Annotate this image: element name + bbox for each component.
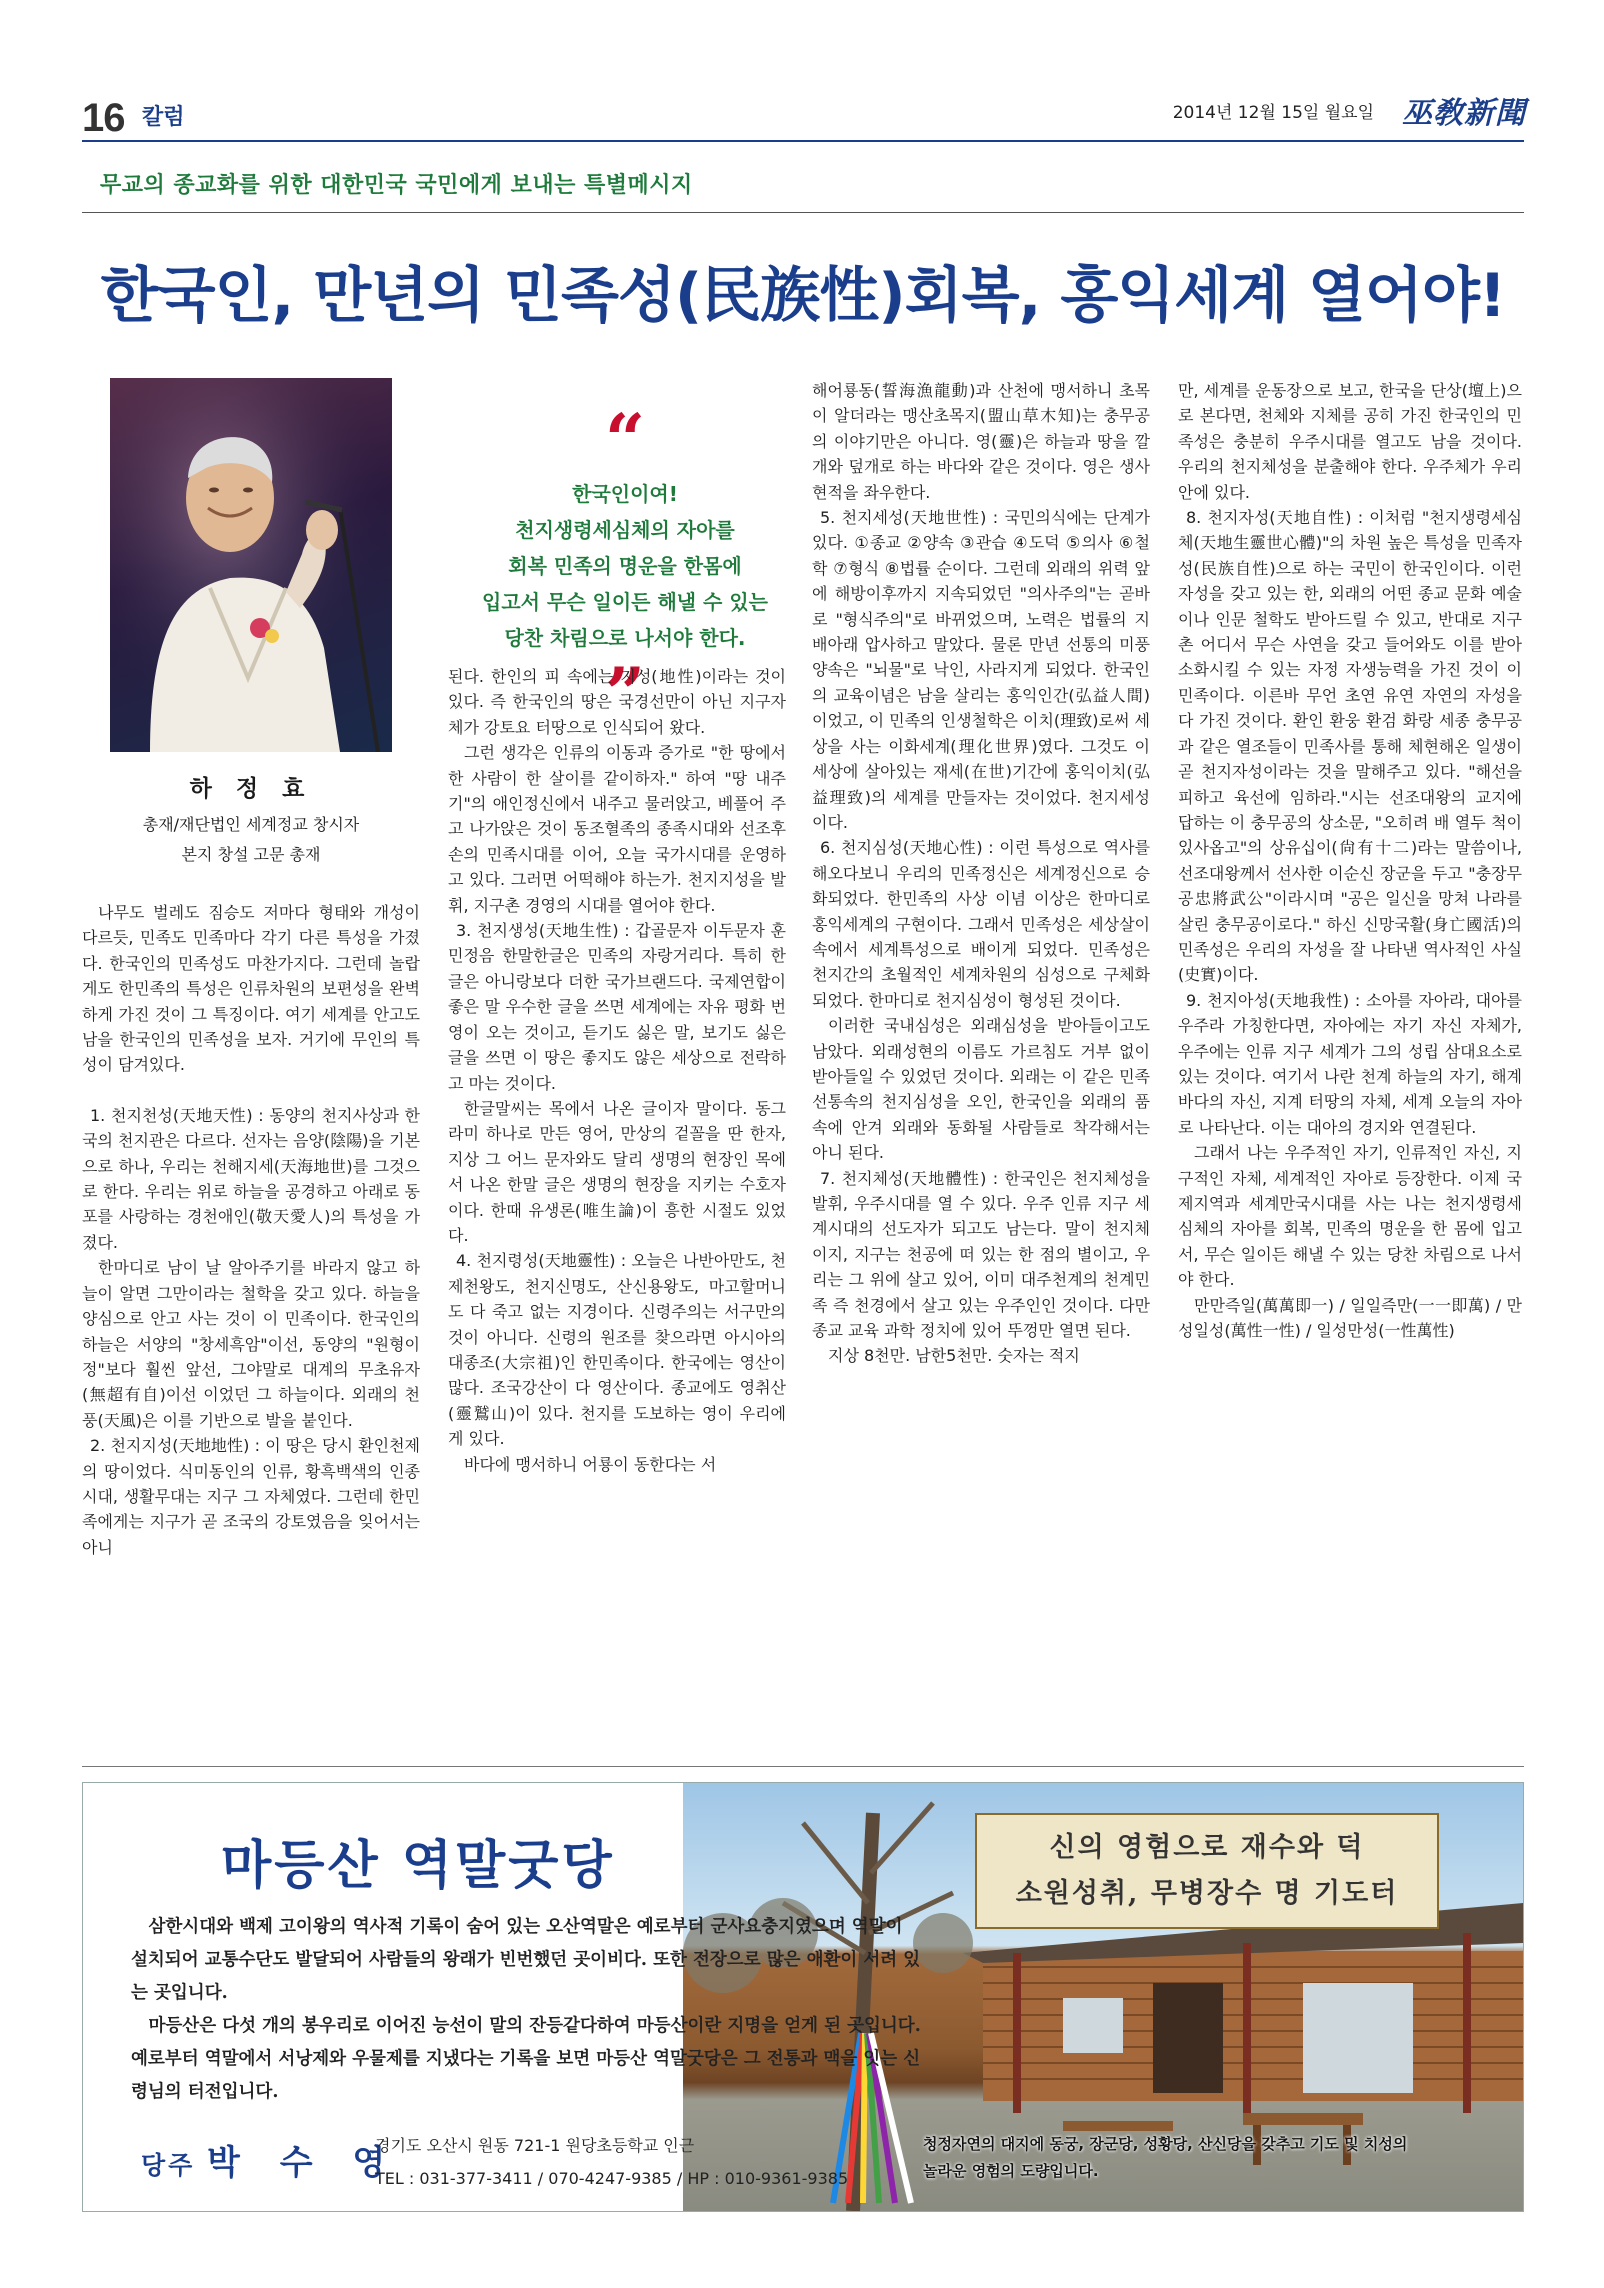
- pull-quote-line: 한국인이여!: [572, 482, 678, 506]
- ad-title: 마등산 역말굿당: [221, 1835, 615, 1896]
- paragraph: 8. 천지자성(天地自性) : 이처럼 "천지생령세심체(天地生靈世心體)"의 차원 높은 특성을 민족자성(民族自性)으로 하는 국민이 한국인이다. 이런 자성을 갖고 있는 한, 외래의 어떤 종교 문화 예술이나 인문 철학도 받아드릴 수 있고, 반대로 지구촌 어디서 무슨 사연을 갖고 들어와도 이를 받아 소화시킬 수 있는 자정 자생능력을 가진 것이 이 민족이다. 이른바 무언 초연 유연 자연의 자성을 다 가진 것이다. 환인 환웅 환검 화랑 세종 충무공과 같은 열조들이 민족사를 통해 체현해온 일생이 곧 천지자성이라는 것을 말해주고 있다. "해선을 피하고 육선에 임하라."시는 선조대왕의 교지에 답하는 이 충무공의 상소문, "오히려 배 열두 척이 있사옵고"의 상유십이(尙有十二)라는 말씀이나, 선조대왕께서 선사한 이순신 장군을 두고 "충장무공忠將武公"이라시며 "공은 일신을 망쳐 나라를 살린 충무공이로다." 하신 신망국활(身亡國活)의 민족성은 우리의 자성을 잘 나타낸 역사적인 사실(史實)이다.: [1178, 508, 1522, 985]
- author-role: [100, 810, 402, 870]
- article-column-1: [82, 900, 420, 1560]
- ad-owner: [141, 2135, 399, 2184]
- article-subtitle: 무교의 종교화를 위한 대한민국 국민에게 보내는 특별메시지: [100, 173, 693, 198]
- article-headline: 한국인, 만년의 민족성(民族性)회복, 홍익세계 열어야!: [100, 261, 1506, 331]
- ad-owner-label: 당주: [141, 2151, 196, 2180]
- author-name: 하 정 효: [189, 776, 313, 802]
- ad-address: 경기도 오산시 원동 721-1 원당초등학교 인근: [375, 2136, 695, 2155]
- ad-slogan-box: [975, 1813, 1439, 1929]
- masthead-logo: 巫敎新聞: [1402, 96, 1526, 131]
- author-role-line: 총재/재단법인 세계정교 창시자: [142, 815, 360, 834]
- paragraph: 만만즉일(萬萬即一) / 일일즉만(一一即萬) / 만성일성(萬性一性) / 일성만성(一性萬性): [1178, 1295, 1522, 1341]
- section-label: 칼럼: [142, 105, 185, 130]
- author-photo-illustration: [110, 378, 392, 752]
- pull-quote-line: 천지생령세심체의 자아를: [515, 518, 735, 542]
- ad-slogan-line: 신의 영험으로 재수와 덕: [1049, 1832, 1365, 1863]
- paragraph: 7. 천지체성(天地體性) : 한국인은 천지체성을 발휘, 우주시대를 열 수 있다. 우주 인류 지구 세계시대의 선도자가 되고도 남는다. 말이 천지체이지, 지구는 천공에 떠 있는 한 점의 별이고, 우리는 그 위에 살고 있어, 이미 대주천계의 천계민족 즉 천경에서 살고 있는 우주인인 것이다. 다만 종교 교육 과학 정치에 있어 뚜껑만 열면 된다.: [812, 1168, 1150, 1341]
- paragraph: 그래서 나는 우주적인 자기, 인류적인 자신, 지구적인 자체, 세계적인 자아로 등장한다. 이제 국제지역과 세계만국시대를 사는 나는 천지생령세심체의 자아를 회복, 민족의 명운을 한 몸에 입고서, 무슨 일이든 해낼 수 있는 당찬 차림으로 나서야 한다.: [1178, 1143, 1522, 1290]
- ad-photo-caption-line: 놀라운 영험의 도량입니다.: [923, 2162, 1099, 2180]
- open-quote-mark: “: [604, 398, 646, 481]
- paragraph: 한글말씨는 목에서 나온 글이자 말이다. 동그라미 하나로 만든 영어, 만상의 겉꼴을 딴 한자, 지상 그 어느 문자와도 달리 생명의 현장인 목에서 나온 한말 글은 생명의 현장을 지키는 수호자이다. 한때 유생론(唯生論)이 흥한 시절도 있었다.: [448, 1098, 786, 1245]
- author-photo: [110, 378, 392, 752]
- ad-photo-caption-line: 청정자연의 대지에 동궁, 장군당, 성황당, 산신당을 갖추고 기도 및 치성의: [923, 2135, 1408, 2153]
- ad-body-text: [131, 1911, 921, 2109]
- subtitle-rule: [82, 212, 1524, 213]
- pull-quote-text: [440, 476, 810, 656]
- paragraph: 1. 천지천성(天地天性) : 동양의 천지사상과 한국의 천지관은 다르다. 선자는 음양(陰陽)을 기본으로 하나, 우리는 천해지세(天海地世)를 그것으로 한다. 우리는 위로 하늘을 공경하고 아래로 동포를 사랑하는 경천애인(敬天愛人)의 특성을 가졌다.: [82, 1105, 420, 1252]
- paragraph: 이러한 국내심성은 외래심성을 받아들이고도 남았다. 외래성현의 이름도 가르침도 거부 없이 받아들일 수 있었던 것이다. 외래는 이 같은 민족선통속의 천지심성을 오인, 한국인을 외래의 품속에 안겨 외래와 동화될 사람들로 착각해서는 아니 된다.: [812, 1016, 1150, 1163]
- ad-slogan-line: 소원성취, 무병장수 명 기도터: [1015, 1878, 1399, 1909]
- close-quote-mark: ”: [604, 652, 646, 735]
- paragraph-spacer: [82, 1078, 420, 1103]
- advertisement: [82, 1782, 1524, 2212]
- paragraph: 9. 천지아성(天地我性) : 소아를 자아라, 대아를 우주라 가칭한다면, 자아에는 자기 자신 자체가, 우주에는 인류 지구 세계가 그의 성립 삼대요소로 있는 것이다. 여기서 나란 천계 하늘의 자기, 해계 바다의 자신, 지계 터땅의 자체, 세계 오늘의 자아로 나타난다. 이는 대아의 경지와 연결된다.: [1178, 990, 1522, 1137]
- paragraph: 5. 천지세성(天地世性) : 국민의식에는 단계가 있다. ①종교 ②양속 ③관습 ④도덕 ⑤의사 ⑥철학 ⑦형식 ⑧법률 순이다. 그런데 외래의 위력 앞에 해방이후까지 지속되었던 "의사주의"는 곧바로 "형식주의"로 바뀌었으며, 노력은 법률의 지배아래 압사하고 말았다. 물론 만년 선통의 미풍양속은 "뇌물"로 낙인, 사라지게 되었다. 한국인의 교육이념은 남을 살리는 홍익인간(弘益人間)이었고, 이 민족의 인생철학은 이치(理致)로써 세상을 사는 이화세계(理化世界)였다. 그것도 이 세상에 살아있는 재세(在世)기간에 홍익이치(弘益理致)의 세계를 만들자는 것이었다. 천지세성이다.: [812, 508, 1150, 832]
- paragraph: 그런 생각은 인류의 이동과 증가로 "한 땅에서 한 사람이 한 살이를 같이하자." 하여 "땅 내주기"의 애인정신에서 내주고 물러앉고, 베풀어 주고 나가앉은 것이 동조혈족의 종족시대와 선조후손의 민족시대를 이어, 오늘 국가시대를 운영하고 있다. 그러면 어떡해야 하는가. 천지지성을 발휘, 지구촌 경영의 시대를 열어야 한다.: [448, 743, 786, 915]
- issue-date: 2014년 12월 15일 월요일: [1172, 103, 1374, 123]
- paragraph: 된다. 한인의 피 속에는 지성(地性)이라는 것이 있다. 즉 한국인의 땅은 국경선만이 아닌 지구자체가 강토요 터땅으로 인식되어 왔다.: [448, 667, 786, 737]
- paragraph: 3. 천지생성(天地生性) : 갑골문자 이두문자 훈민정음 한말한글은 민족의 자랑거리다. 특히 한글은 아니랑보다 더한 국가브랜드다. 국제연합이 좋은 말 우수한 글을 쓰면 세계에는 자유 평화 번영이 오는 것이고, 듣기도 싫은 말, 보기도 싫은 글을 쓰면 이 땅은 좋지도 않은 세상으로 전락하고 마는 것이다.: [448, 921, 786, 1093]
- article-column-3: [812, 378, 1150, 1369]
- paragraph: 한마디로 남이 날 알아주기를 바라지 않고 하늘이 알면 그만이라는 철학을 갖고 있다. 하늘을 양심으로 안고 사는 것이 이 민족이다. 한국인의 하늘은 서양의 "창세흑암"이선, 동양의 "원형이정"보다 훨씬 앞선, 그야말로 대계의 무초유자(無超有自)이선 이었던 그 하늘이다. 외래의 천풍(天風)은 이를 기반으로 발을 붙인다.: [82, 1258, 420, 1430]
- ad-owner-name: 박 수 영: [207, 2143, 400, 2183]
- ad-phone: TEL : 031-377-3411 / 070-4247-9385 / HP : 010-9361-9385: [375, 2169, 849, 2188]
- author-role-line: 본지 창설 고문 총재: [181, 845, 321, 864]
- article-column-2: [448, 664, 786, 1477]
- article-column-4: [1178, 378, 1522, 1343]
- ad-separator-rule: [82, 1766, 1524, 1767]
- paragraph: 바다에 맹서하니 어룡이 동한다는 서: [464, 1454, 717, 1474]
- paragraph: 나무도 벌레도 짐승도 저마다 형태와 개성이 다르듯, 민족도 민족마다 각기 다른 특성을 가졌다. 한국인의 민족성도 마찬가지다. 그런데 놀랍게도 한민족의 특성은 인류차원의 보편성을 완벽하게 가진 것이 그 특징이다. 여기 세계를 안고도 남을 한국인의 민족성을 보자. 거기에 무인의 특성이 담겨있다.: [82, 903, 420, 1075]
- ad-contact: [375, 2129, 848, 2195]
- ad-photo-caption: [923, 2131, 1407, 2185]
- ad-paragraph: 삼한시대와 백제 고이왕의 역사적 기록이 숨어 있는 오산역말은 예로부터 군사요충지였으며 역말이 설치되어 교통수단도 발달되어 사람들의 왕래가 빈번했던 곳이비다. 또한 전장으로 많은 애환이 서려 있는 곳입니다.: [131, 1917, 921, 2003]
- paragraph: 2. 천지지성(天地地性) : 이 땅은 당시 환인천제의 땅이었다. 식미동인의 인류, 황흑백색의 인종시대, 생활무대는 지구 그 자체였다. 그런데 한민족에게는 지구가 곧 조국의 강토였음을 잊어서는 아니: [82, 1436, 420, 1557]
- page-number: 16: [82, 96, 125, 140]
- paragraph: 해어룡동(誓海漁龍動)과 산천에 맹서하니 초목이 알더라는 맹산초목지(盟山草木知)는 충무공의 이야기만은 아니다. 영(靈)은 하늘과 땅을 깔개와 덮개로 하는 바다와 같은 것이다. 영은 생사현적을 좌우한다.: [812, 381, 1150, 502]
- paragraph: 4. 천지령성(天地靈性) : 오늘은 나반아만도, 천제천왕도, 천지신명도, 산신용왕도, 마고할머니도 다 죽고 없는 지경이다. 신령주의는 서구만의 것이 아니다. 신령의 원조를 찾으라면 아시아의 대종조(大宗祖)인 한민족이다. 한국에는 영산이 많다. 조국강산이 다 영산이다. 종교에도 영취산(靈鷲山)이 있다. 천지를 도보하는 영이 우리에게 있다.: [448, 1251, 786, 1449]
- pull-quote-line: 당찬 차림으로 나서야 한다.: [504, 626, 746, 650]
- header-rule: [82, 140, 1524, 142]
- pull-quote-line: 회복 민족의 명운을 한몸에: [508, 554, 742, 578]
- ad-paragraph: 마등산은 다섯 개의 봉우리로 이어진 능선이 말의 잔등같다하여 마등산이란 지명을 얻게 된 곳입니다. 예로부터 역말에서 서낭제와 우물제를 지냈다는 기록을 보면 마등산 역말굿당은 그 전통과 맥을 잇는 신령님의 터전입니다.: [131, 2016, 921, 2102]
- paragraph: 지상 8천만. 남한5천만. 숫자는 적지: [828, 1346, 1080, 1366]
- paragraph: 6. 천지심성(天地心性) : 이런 특성으로 역사를 해오다보니 우리의 민족정신은 세계정신으로 승화되었다. 한민족의 사상 이념 이상은 한마디로 홍익세계의 구현이다. 그래서 민족성은 세상살이 속에서 세계특성으로 배이게 되었다. 민족성은 천지간의 초월적인 세계차원의 심성으로 구체화되었다. 한마디로 천지심성이 형성된 것이다.: [812, 838, 1150, 1010]
- pull-quote-line: 입고서 무슨 일이든 해낼 수 있는: [482, 590, 768, 614]
- paragraph: 만, 세계를 운동장으로 보고, 한국을 단상(壇上)으로 본다면, 천체와 지체를 공히 가진 한국인의 민족성은 충분히 우주시대를 열고도 남을 것이다. 우리의 천지체성을 분출해야 한다. 우주체가 우리 안에 있다.: [1178, 381, 1522, 502]
